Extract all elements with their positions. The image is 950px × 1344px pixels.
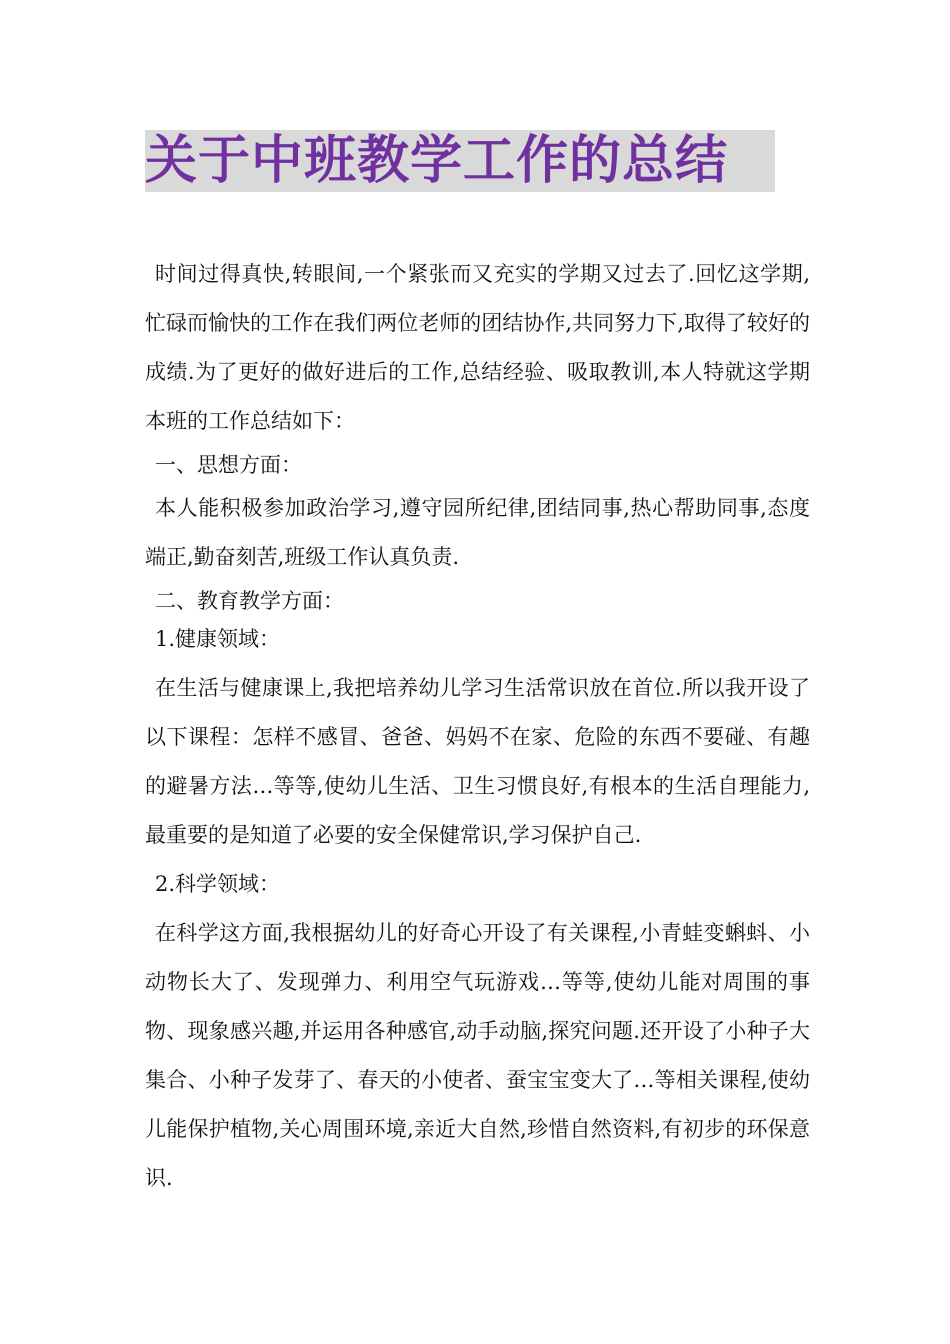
subheading-health: 1.健康领域： bbox=[155, 627, 281, 651]
subheading-science: 2.科学领域： bbox=[155, 872, 281, 896]
document-body bbox=[145, 250, 810, 1203]
health-paragraph: 在生活与健康课上,我把培养幼儿学习生活常识放在首位.所以我开设了以下课程：怎样不感冒、爸爸、妈妈不在家、危险的东西不要碰、有趣的避暑方法…等等,使幼儿生活、卫生习惯良好,有根本的生活自理能力,最重要的是知道了必要的安全保健常识,学习保护自己. bbox=[145, 676, 810, 847]
science-paragraph: 在科学这方面,我根据幼儿的好奇心开设了有关课程,小青蛙变蝌蚪、小动物长大了、发现弹力、利用空气玩游戏…等等,使幼儿能对周围的事物、现象感兴趣,并运用各种感官,动手动脑,探究问题.还开设了小种子大集合、小种子发芽了、春天的小使者、蚕宝宝变大了…等相关课程,使幼儿能保护植物,关心周围环境,亲近大自然,珍惜自然资料,有初步的环保意识. bbox=[145, 921, 810, 1190]
thought-paragraph: 本人能积极参加政治学习,遵守园所纪律,团结同事,热心帮助同事,态度端正,勤奋刻苦,班级工作认真负责. bbox=[145, 496, 810, 569]
document-title: 关于中班教学工作的总结 bbox=[145, 130, 775, 192]
section-heading-thought: 一、思想方面： bbox=[155, 453, 302, 477]
intro-paragraph: 时间过得真快,转眼间,一个紧张而又充实的学期又过去了.回忆这学期,忙碌而愉快的工作在我们两位老师的团结协作,共同努力下,取得了较好的成绩.为了更好的做好进后的工作,总结经验、吸取教训,本人特就这学期本班的工作总结如下： bbox=[145, 262, 810, 433]
section-heading-education: 二、教育教学方面： bbox=[155, 589, 344, 613]
